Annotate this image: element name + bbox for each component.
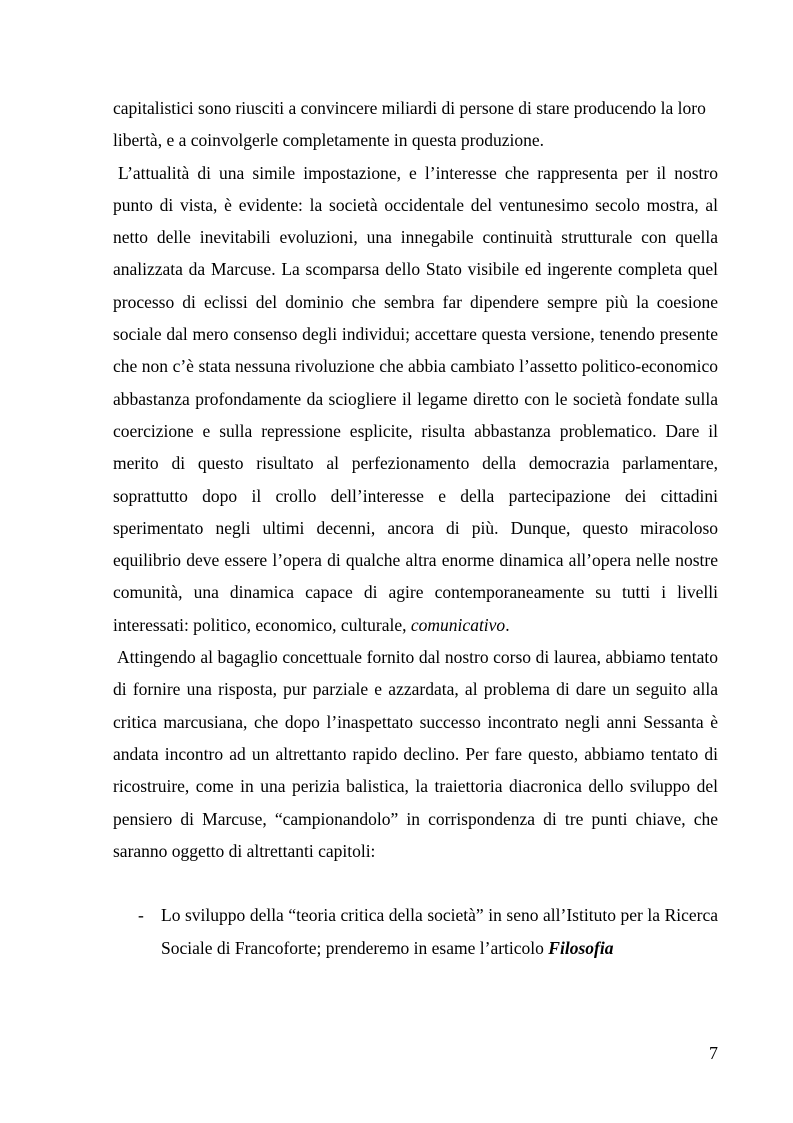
page-number: 7: [709, 1043, 718, 1063]
paragraph-1: [113, 92, 718, 157]
paragraph-3: [113, 641, 718, 867]
chapter-list: [113, 899, 718, 964]
list-item-title: Filosofia: [548, 937, 614, 958]
list-item-text: Lo sviluppo della “teoria critica della società” in seno all’Istituto per la Ricerca Sociale di Francoforte; prenderemo in esame l’articolo: [161, 905, 718, 958]
list-item: [113, 899, 718, 964]
paragraph-1-text: capitalistici sono riusciti a convincere miliardi di persone di stare producendo la loro libertà, e a coinvolgerle completamente in questa produzione.: [113, 98, 706, 151]
list-bullet: -: [138, 905, 144, 926]
paragraph-2-italic-term: comunicativo: [410, 614, 506, 635]
paragraph-3-text: Attingendo al bagaglio concettuale fornito dal nostro corso di laurea, abbiamo tentato di fornire una risposta, pur parziale e azzardata, al problema di dare un seguito alla critica marcusiana, che dopo l’inaspettato successo incontrato negli anni Sessanta è andata incontro ad un altrettanto rapido declino. Per fare questo, abbiamo tentato di ricostruire, come in una perizia balistica, la traiettoria diacronica dello sviluppo del pensiero di Marcuse, “campionandolo” in corrispondenza di tre punti chiave, che saranno oggetto di altrettanti capitoli:: [113, 647, 718, 861]
body-text: [113, 92, 718, 964]
paragraph-2-text: L’attualità di una simile impostazione, e l’interesse che rappresenta per il nostro punto di vista, è evidente: la società occidentale del ventunesimo secolo mostra, al netto delle inevitabili evoluzioni, una innegabile continuità strutturale con quella analizzata da Marcuse. La scomparsa dello Stato visibile ed ingerente completa quel processo di eclissi del dominio che sembra far dipendere sempre più la coesione sociale dal mero consenso degli individui; accettare questa versione, tenendo presente che non c’è stata nessuna rivoluzione che abbia cambiato l’assetto politico-economico abbastanza profondamente da sciogliere il legame diretto con le società fondate sulla coercizione e sulla repressione esplicite, risulta abbastanza problematico. Dare il merito di questo risultato al perfezionamento della democrazia parlamentare, soprattutto dopo il crollo dell’interesse e della partecipazione dei cittadini sperimentato negli ultimi decenni, ancora di più. Dunque, questo miracoloso equilibrio deve essere l’opera di qualche altra enorme dinamica all’opera nelle nostre comunità, una dinamica capace di agire contemporaneamente su tutti i livelli interessati: politico, economico, culturale,: [113, 162, 718, 635]
paragraph-2-end: .: [505, 614, 510, 635]
paragraph-2: [113, 157, 718, 641]
